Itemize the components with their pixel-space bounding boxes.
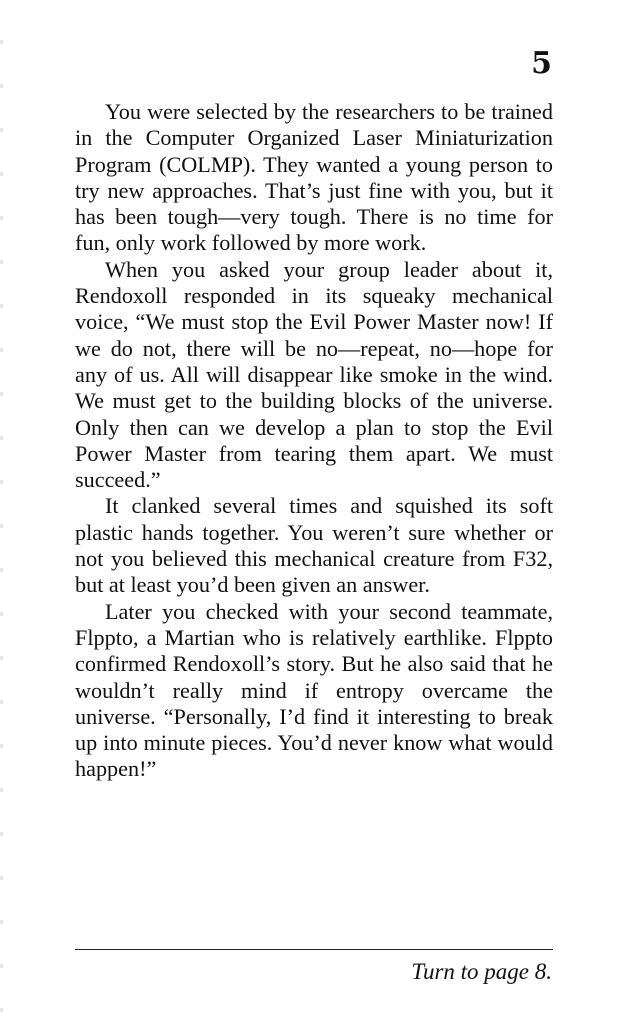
footer-divider [75, 949, 553, 950]
paragraph-3: It clanked several times and squished its soft plastic hands together. You weren’t sure whether or not you believed this mechanical creature from F32, but at least you’d been given an answer. [75, 493, 553, 598]
paragraph-2: When you asked your group leader about it, Rendoxoll responded in its squeaky mechanical voice, “We must stop the Evil Power Master now! If we do not, there will be no—repeat, no—hope for any of us. All will disappear like smoke in the wind. We must get to the building blocks of the universe. Only then can we develop a plan to stop the Evil Power Master from tearing them apart. We must succeed.” [75, 256, 553, 493]
paragraph-1: You were selected by the researchers to be trained in the Computer Organized Laser Miniaturization Program (COLMP). They wanted a young person to try new approaches. That’s just fine with you, but it has been tough—very tough. There is no time for fun, only work followed by more work. [75, 99, 553, 256]
scan-edge [0, 0, 3, 1031]
story-text [75, 99, 553, 783]
turn-to-page-direction: Turn to page 8. [411, 959, 552, 984]
paragraph-4: Later you checked with your second teammate, Flppto, a Martian who is relatively earthlike. Flppto confirmed Rendoxoll’s story. But he also said that he wouldn’t really mind if entropy overcame the universe. “Personally, I’d find it interesting to break up into minute pieces. You’d never know what would happen!” [75, 598, 553, 782]
page-number: 5 [531, 46, 552, 81]
